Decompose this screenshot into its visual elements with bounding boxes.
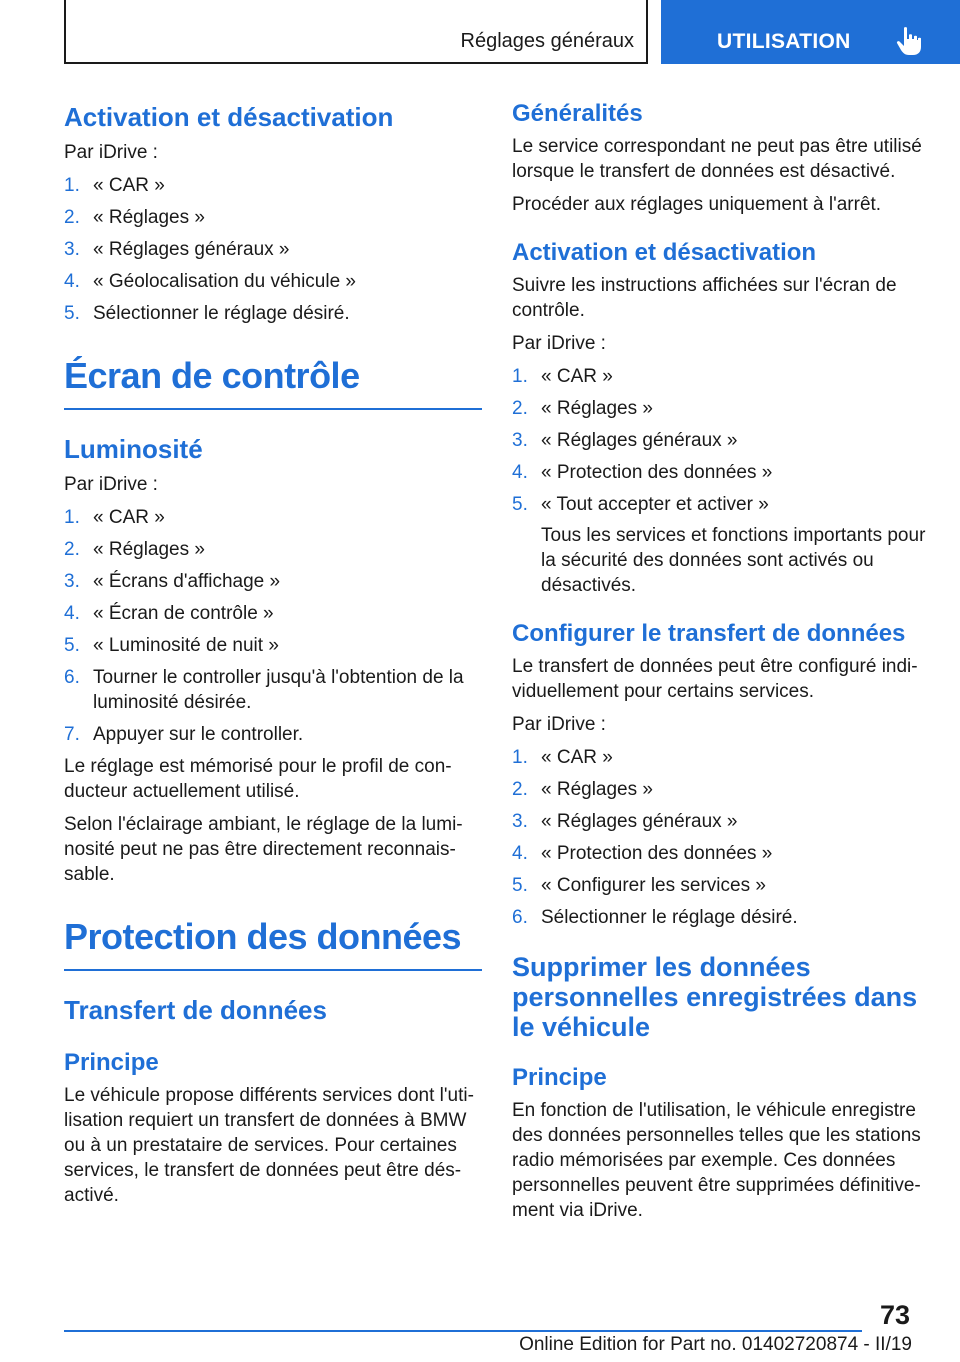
list-item: 3. « Réglages généraux » — [64, 239, 290, 260]
list-item: 3. « Écrans d'affichage » — [64, 571, 281, 592]
paragraph: Suivre les instructions affichées sur l'écran de contrôle. — [512, 275, 897, 321]
list-item: 5. Sélectionner le réglage désiré. — [64, 303, 350, 324]
list-item: 4. « Protection des données » — [512, 843, 773, 864]
paragraph: Procéder aux réglages uniquement à l'arrêt. — [512, 194, 882, 215]
header-tab-label: UTILISATION — [717, 30, 851, 53]
steps-configurer — [512, 745, 928, 930]
idrive-intro: Par iDrive : — [64, 474, 158, 495]
paragraph: Selon l'éclairage ambiant, le réglage de la lumi‐nosité peut ne pas être directement reconnais‐sable. — [64, 814, 463, 885]
steps-luminosite — [64, 505, 482, 747]
steps-activation — [512, 364, 928, 598]
list-item: 1. « CAR » — [64, 175, 165, 196]
paragraph: En fonction de l'utilisation, le véhicule enregistre des données personnelles telles que les stations radio mémorisées par exemple. Ces données personnelles peuvent être supprimées définitive‐ment via iDrive. — [512, 1100, 921, 1221]
list-item: 6. Sélectionner le réglage désiré. — [512, 907, 798, 928]
right-column — [512, 98, 928, 1231]
list-item: 2. « Réglages » — [64, 207, 205, 228]
header-section-title: Réglages généraux — [460, 30, 634, 52]
section-title-activation: Activation et désactivation — [64, 102, 394, 132]
header-section-box — [64, 0, 648, 64]
list-item: 1. « CAR » — [512, 747, 613, 768]
idrive-intro: Par iDrive : — [512, 714, 606, 735]
list-item: 7. Appuyer sur le controller. — [64, 724, 304, 745]
step-note: Tous les services et fonctions importants pour la sécurité des données sont activés ou désactivés. — [541, 525, 926, 596]
list-item: 5. « Luminosité de nuit » — [64, 635, 279, 656]
section-title-luminosite: Luminosité — [64, 434, 203, 464]
list-item: 2. « Réglages » — [512, 398, 653, 419]
list-item: 3. « Réglages généraux » — [512, 811, 738, 832]
section-title-transfert: Transfert de données — [64, 995, 327, 1025]
footer-edition: Online Edition for Part no. 01402720874 - II/19 — [519, 1334, 912, 1355]
list-item: 4. « Géolocalisation du véhicule » — [64, 271, 357, 292]
list-item: 6. Tourner le controller jusqu'à l'obtention de la luminosité désirée. — [64, 667, 464, 713]
left-column — [64, 100, 482, 1216]
hand-pointer-icon — [895, 26, 923, 56]
list-item: 1. « CAR » — [512, 366, 613, 387]
list-item: 5. « Tout accepter et activer » Tous les services et fonctions importants pour la sécurité des données sont activés ou désactivés. — [512, 492, 928, 598]
list-item: 4. « Protection des données » — [512, 462, 773, 483]
list-item: 2. « Réglages » — [512, 779, 653, 800]
steps-geolocalisation — [64, 173, 482, 326]
list-item: 5. « Configurer les services » — [512, 875, 766, 896]
paragraph: Le transfert de données peut être configuré indi‐viduellement pour certains services. — [512, 656, 918, 702]
paragraph: Le service correspondant ne peut pas être utilisé lorsque le transfert de données est désactivé. — [512, 136, 922, 182]
footer-divider — [64, 1330, 862, 1332]
paragraph: Le réglage est mémorisé pour le profil de con‐ducteur actuellement utilisé. — [64, 756, 452, 802]
idrive-intro: Par iDrive : — [64, 142, 158, 163]
list-item: 4. « Écran de contrôle » — [64, 603, 274, 624]
paragraph: Le véhicule propose différents services dont l'uti‐lisation requiert un transfert de données à BMW ou à un prestataire de services. Pour certaines services, le transfert de données peut être dés‐activé. — [64, 1085, 474, 1206]
subsection-title-principe: Principe — [512, 1064, 607, 1091]
list-item: 1. « CAR » — [64, 507, 165, 528]
idrive-intro: Par iDrive : — [512, 333, 606, 354]
subsection-title-generalites: Généralités — [512, 100, 643, 127]
list-item: 2. « Réglages » — [64, 539, 205, 560]
header-tab-utilisation — [661, 0, 960, 64]
subsection-title-configurer: Configurer le transfert de données — [512, 620, 906, 647]
section-title-supprimer: Supprimer les données personnelles enregistrées dans le véhicule — [512, 952, 918, 1042]
page-number: 73 — [880, 1300, 911, 1330]
subsection-title-principe: Principe — [64, 1049, 159, 1076]
list-item: 3. « Réglages généraux » — [512, 430, 738, 451]
chapter-title-protection: Protection des données — [64, 913, 482, 971]
subsection-title-activation: Activation et désactivation — [512, 239, 817, 266]
chapter-title-ecran: Écran de contrôle — [64, 352, 482, 410]
